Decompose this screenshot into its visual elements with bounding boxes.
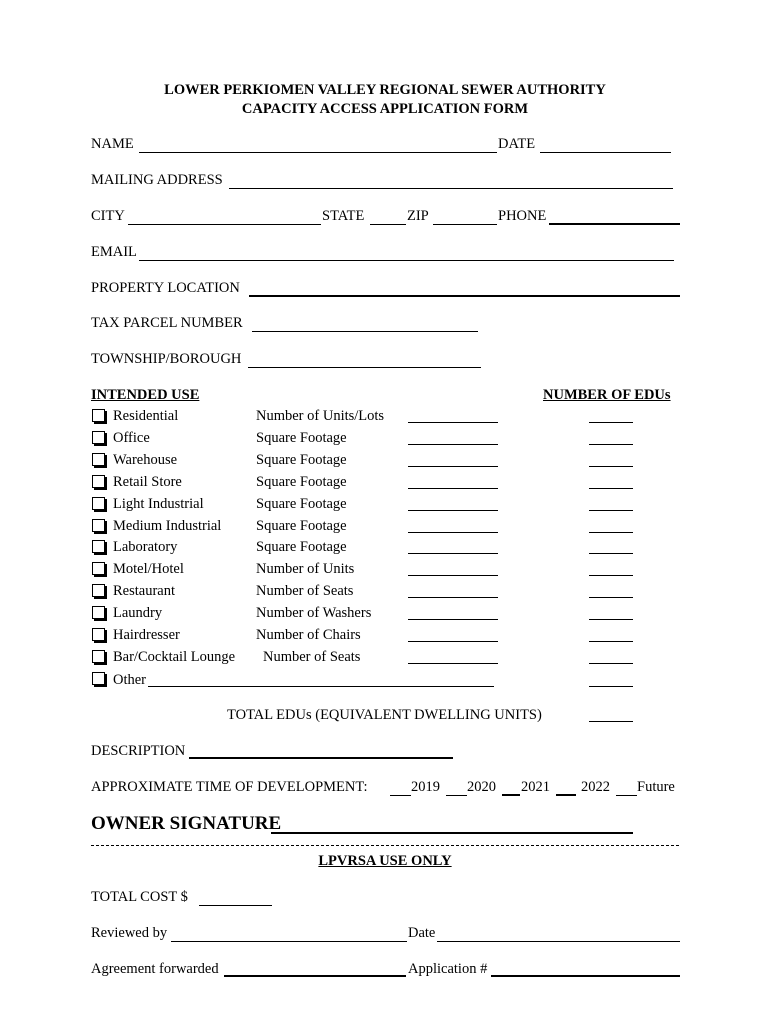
reviewed-by-label: Reviewed by (91, 925, 168, 941)
use-label: Motel/Hotel (113, 561, 184, 577)
use-quantity-field[interactable] (408, 597, 498, 598)
use-edu-field[interactable] (589, 663, 633, 664)
use-checkbox[interactable] (92, 497, 105, 510)
use-checkbox[interactable] (92, 409, 105, 422)
description-label: DESCRIPTION (91, 743, 186, 759)
township-field[interactable] (248, 367, 481, 368)
use-checkbox[interactable] (92, 540, 105, 553)
use-measure-label: Square Footage (256, 474, 347, 490)
use-label: Restaurant (113, 583, 176, 599)
agreement-forwarded-label: Agreement forwarded (91, 961, 219, 977)
option-2022: 2022 (581, 779, 610, 795)
option-2021: 2021 (521, 779, 550, 795)
email-label: EMAIL (91, 244, 137, 260)
option-2019: 2019 (411, 779, 440, 795)
use-measure-label: Square Footage (256, 496, 347, 512)
option-2020: 2020 (467, 779, 496, 795)
zip-field[interactable] (433, 224, 497, 225)
use-label: Residential (113, 408, 179, 424)
state-label: STATE (322, 208, 365, 224)
other-edu-field[interactable] (589, 686, 633, 687)
use-edu-field[interactable] (589, 510, 633, 511)
option-2022-blank[interactable] (556, 794, 576, 796)
use-quantity-field[interactable] (408, 641, 498, 642)
use-measure-label: Number of Seats (263, 649, 361, 665)
form-title-line1: LOWER PERKIOMEN VALLEY REGIONAL SEWER AUTHORITY (164, 82, 606, 98)
use-checkbox[interactable] (92, 584, 105, 597)
option-2021-blank[interactable] (502, 794, 520, 796)
use-edu-field[interactable] (589, 444, 633, 445)
use-label: Warehouse (113, 452, 178, 468)
use-measure-label: Number of Units/Lots (256, 408, 385, 424)
use-checkbox[interactable] (92, 453, 105, 466)
review-date-label: Date (408, 925, 436, 941)
use-quantity-field[interactable] (408, 663, 498, 664)
review-date-field[interactable] (437, 941, 680, 942)
other-checkbox[interactable] (92, 672, 105, 685)
phone-field[interactable] (549, 223, 680, 225)
option-2019-blank[interactable] (390, 795, 411, 796)
use-measure-label: Number of Seats (256, 583, 354, 599)
use-label: Laboratory (113, 539, 178, 555)
use-edu-field[interactable] (589, 641, 633, 642)
use-measure-label: Number of Units (256, 561, 355, 577)
use-measure-label: Number of Chairs (256, 627, 361, 643)
use-edu-field[interactable] (589, 466, 633, 467)
use-edu-field[interactable] (589, 553, 633, 554)
separator-line (91, 845, 679, 846)
use-edu-field[interactable] (589, 597, 633, 598)
option-future: Future (637, 779, 675, 795)
reviewed-by-field[interactable] (171, 941, 407, 942)
use-edu-field[interactable] (589, 532, 633, 533)
use-quantity-field[interactable] (408, 444, 498, 445)
use-checkbox[interactable] (92, 606, 105, 619)
use-checkbox[interactable] (92, 431, 105, 444)
phone-label: PHONE (498, 208, 547, 224)
use-measure-label: Number of Washers (256, 605, 372, 621)
use-edu-field[interactable] (589, 619, 633, 620)
total-cost-label: TOTAL COST $ (91, 889, 188, 905)
use-checkbox[interactable] (92, 475, 105, 488)
mailing-address-field[interactable] (229, 188, 673, 189)
use-edu-field[interactable] (589, 488, 633, 489)
use-label: Office (113, 430, 150, 446)
use-checkbox[interactable] (92, 650, 105, 663)
tax-parcel-label: TAX PARCEL NUMBER (91, 315, 243, 331)
name-label: NAME (91, 136, 134, 152)
owner-signature-label: OWNER SIGNATURE (91, 813, 282, 834)
use-quantity-field[interactable] (408, 553, 498, 554)
application-number-label: Application # (408, 961, 488, 977)
property-location-field[interactable] (249, 295, 680, 297)
other-field[interactable] (148, 686, 494, 687)
use-edu-field[interactable] (589, 575, 633, 576)
state-field[interactable] (370, 224, 406, 225)
use-measure-label: Square Footage (256, 518, 347, 534)
city-label: CITY (91, 208, 125, 224)
owner-signature-field[interactable] (271, 832, 633, 834)
use-label: Hairdresser (113, 627, 180, 643)
date-label: DATE (498, 136, 536, 152)
use-label: Bar/Cocktail Lounge (113, 649, 236, 665)
total-edus-field[interactable] (589, 721, 633, 722)
use-quantity-field[interactable] (408, 422, 498, 423)
property-location-label: PROPERTY LOCATION (91, 280, 240, 296)
use-quantity-field[interactable] (408, 619, 498, 620)
description-field[interactable] (189, 757, 453, 759)
zip-label: ZIP (407, 208, 429, 224)
city-field[interactable] (128, 224, 321, 225)
name-field[interactable] (139, 152, 497, 153)
development-time-label: APPROXIMATE TIME OF DEVELOPMENT: (91, 779, 368, 795)
use-quantity-field[interactable] (408, 488, 498, 489)
application-number-field[interactable] (491, 975, 680, 977)
mailing-address-label: MAILING ADDRESS (91, 172, 223, 188)
use-edu-field[interactable] (589, 422, 633, 423)
township-label: TOWNSHIP/BOROUGH (91, 351, 242, 367)
use-quantity-field[interactable] (408, 510, 498, 511)
intended-use-heading: INTENDED USE (91, 387, 200, 403)
use-label: Retail Store (113, 474, 182, 490)
use-quantity-field[interactable] (408, 532, 498, 533)
tax-parcel-field[interactable] (252, 331, 478, 332)
office-use-heading: LPVRSA USE ONLY (318, 853, 452, 869)
use-checkbox[interactable] (92, 628, 105, 641)
total-cost-field[interactable] (199, 905, 272, 906)
use-measure-label: Square Footage (256, 430, 347, 446)
agreement-forwarded-field[interactable] (224, 975, 406, 977)
use-checkbox[interactable] (92, 562, 105, 575)
use-checkbox[interactable] (92, 519, 105, 532)
use-measure-label: Square Footage (256, 539, 347, 555)
other-label: Other (113, 672, 147, 688)
date-field[interactable] (540, 152, 671, 153)
number-of-edus-heading: NUMBER OF EDUs (543, 387, 671, 403)
option-future-blank[interactable] (616, 795, 637, 796)
email-field[interactable] (139, 260, 674, 261)
use-quantity-field[interactable] (408, 466, 498, 467)
use-measure-label: Square Footage (256, 452, 347, 468)
use-label: Medium Industrial (113, 518, 222, 534)
use-label: Light Industrial (113, 496, 204, 512)
use-label: Laundry (113, 605, 163, 621)
total-edus-label: TOTAL EDUs (EQUIVALENT DWELLING UNITS) (227, 707, 542, 723)
form-title-line2: CAPACITY ACCESS APPLICATION FORM (241, 101, 529, 117)
use-quantity-field[interactable] (408, 575, 498, 576)
option-2020-blank[interactable] (446, 795, 467, 796)
